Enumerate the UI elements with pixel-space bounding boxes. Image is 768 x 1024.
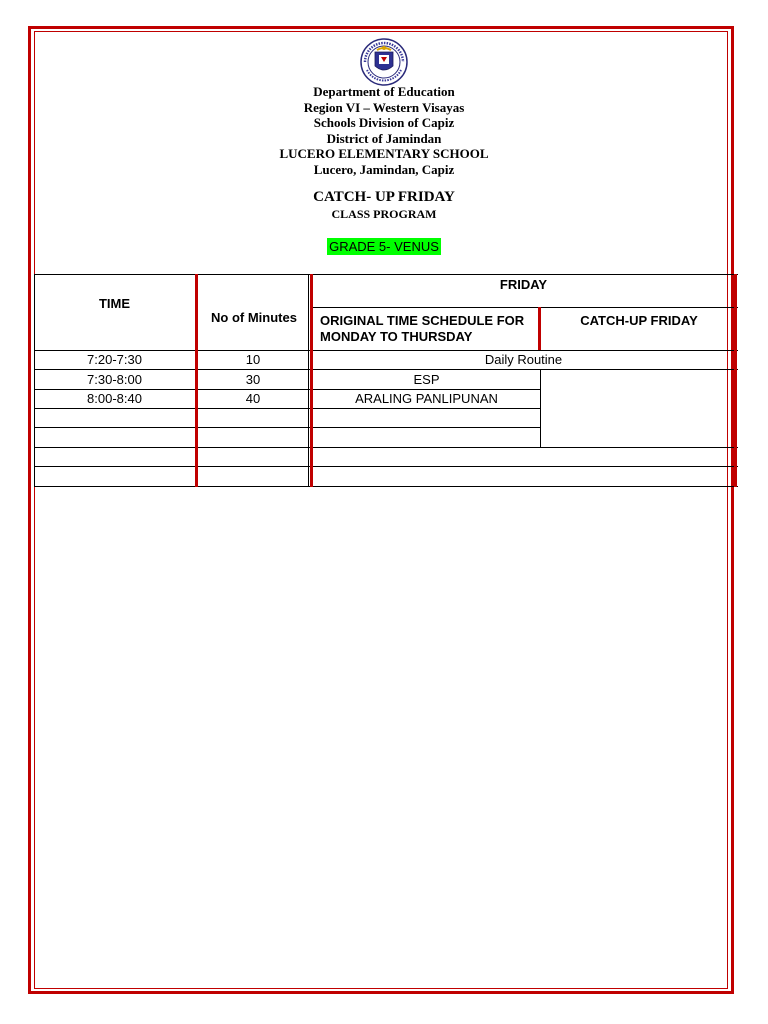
deped-seal-logo (353, 38, 415, 86)
column-header-minutes: No of Minutes (211, 310, 297, 325)
column-header-friday: FRIDAY (499, 277, 548, 292)
table-row-1-minutes: 10 (245, 352, 261, 367)
column-header-catch-up-friday: CATCH-UP FRIDAY (580, 313, 698, 328)
table-row-3-time: 8:00-8:40 (87, 391, 142, 406)
header-line-address: Lucero, Jamindan, Capiz (313, 161, 455, 177)
header-line-school: LUCERO ELEMENTARY SCHOOL (279, 146, 489, 161)
table-row-1-time: 7:20-7:30 (87, 352, 142, 367)
class-program-table (34, 274, 738, 488)
table-row-2-time: 7:30-8:00 (87, 371, 142, 387)
column-header-time: TIME (98, 296, 131, 311)
table-row-2-minutes: 30 (245, 371, 261, 387)
program-title: CATCH- UP FRIDAY (313, 189, 455, 205)
school-header (34, 84, 734, 177)
header-line-district: District of Jamindan (326, 130, 442, 146)
header-line-region: Region VI – Western Visayas (303, 99, 465, 115)
column-header-original-schedule: ORIGINAL TIME SCHEDULE FOR MONDAY TO THURSDAY (320, 313, 525, 344)
header-line-department: Department of Education (313, 84, 455, 99)
program-subtitle: CLASS PROGRAM (331, 207, 437, 221)
header-line-division: Schools Division of Capiz (313, 115, 455, 130)
grade-section-label: GRADE 5- VENUS (329, 239, 439, 254)
table-row-1-subject: Daily Routine (484, 352, 563, 367)
table-row-3-subject: ARALING PANLIPUNAN (355, 391, 498, 406)
table-row-3-minutes: 40 (245, 391, 261, 406)
table-row-2-subject: ESP (413, 371, 440, 387)
